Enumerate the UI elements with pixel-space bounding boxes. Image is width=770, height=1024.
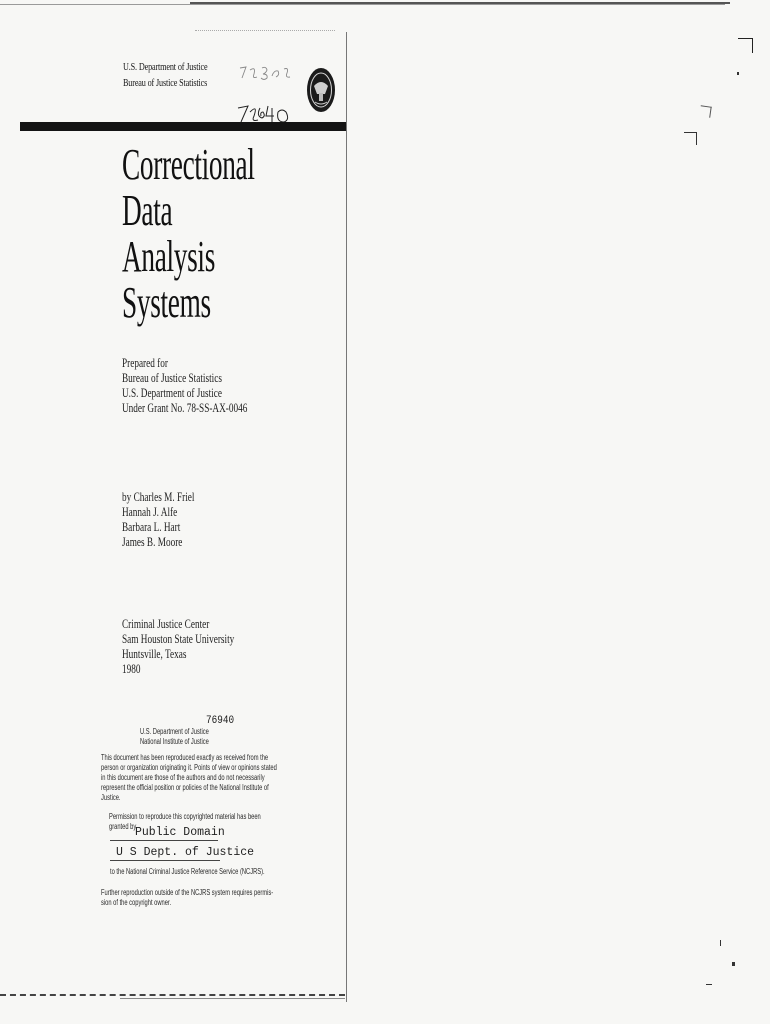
scan-corner-mark <box>699 105 711 117</box>
scan-speck <box>737 72 739 75</box>
signature-underline <box>110 860 220 861</box>
page-fold-edge <box>346 32 347 1002</box>
doj-seal-emblem <box>306 66 336 114</box>
scan-top-edge-dark <box>190 2 730 4</box>
title-line: Systems <box>122 278 211 327</box>
accession-number: 76940 <box>206 715 235 727</box>
author-line: Barbara L. Hart <box>122 520 181 534</box>
scan-dotted-edge <box>195 30 335 31</box>
dept-line: U.S. Department of Justice <box>140 727 209 736</box>
nij-dept-block <box>140 727 209 747</box>
disclaimer-line: person or organization originating it. Points of view or opinions stated <box>101 763 277 772</box>
signature-underline <box>110 840 218 841</box>
further-reproduction-note <box>101 888 273 908</box>
authors-block <box>122 490 194 550</box>
scan-speck <box>706 984 712 985</box>
granted-by-org: U S Dept. of Justice <box>116 846 255 859</box>
disclaimer-line: represent the official position or policies of the National Institute of <box>101 783 269 792</box>
handwritten-crossed-number <box>236 62 296 84</box>
author-line: Hannah J. Alfe <box>122 505 178 519</box>
dept-line: National Institute of Justice <box>140 737 209 746</box>
prepared-for-block <box>122 356 247 416</box>
title-line: Analysis <box>122 232 215 281</box>
permission-line: Permission to reproduce this copyrighted material has been <box>109 812 261 821</box>
prepared-line: Under Grant No. 78-SS-AX-0046 <box>122 401 248 415</box>
scan-speck <box>720 940 721 946</box>
author-line: James B. Moore <box>122 535 183 549</box>
agency-line-2: Bureau of Justice Statistics <box>123 78 208 89</box>
disclaimer-line: Justice. <box>101 793 121 802</box>
prepared-line: U.S. Department of Justice <box>122 386 222 400</box>
scan-corner-mark <box>738 38 753 53</box>
institution-block <box>122 617 234 677</box>
further-line: sion of the copyright owner. <box>101 898 172 907</box>
scan-top-edge <box>0 4 725 5</box>
further-line: Further reproduction outside of the NCJRS system requires permis- <box>101 888 274 897</box>
prepared-line: Bureau of Justice Statistics <box>122 371 222 385</box>
scan-bottom-edge-thin <box>120 998 345 999</box>
report-title <box>122 142 255 326</box>
title-line: Correctional <box>122 140 255 189</box>
scan-corner-mark <box>684 132 697 145</box>
prepared-line: Prepared for <box>122 356 168 370</box>
agency-line-1: U.S. Department of Justice <box>123 62 208 73</box>
permission-line: granted by <box>109 822 137 831</box>
disclaimer-line: in this document are those of the authors and do not necessarily <box>101 773 265 782</box>
title-line: Data <box>122 186 173 235</box>
cover-black-rule <box>20 122 346 131</box>
scan-speck <box>732 962 735 966</box>
author-line: by Charles M. Friel <box>122 490 195 504</box>
institution-line: 1980 <box>122 662 141 676</box>
granted-public-domain: Public Domain <box>135 826 225 839</box>
ncjrs-line: to the National Criminal Justice Reference Service (NCJRS). <box>110 867 265 876</box>
institution-line: Huntsville, Texas <box>122 647 187 661</box>
disclaimer-line: This document has been reproduced exactly as received from the <box>101 753 269 762</box>
reproduction-disclaimer <box>101 753 277 803</box>
institution-line: Sam Houston State University <box>122 632 235 646</box>
institution-line: Criminal Justice Center <box>122 617 210 631</box>
scan-bottom-edge <box>0 994 345 996</box>
